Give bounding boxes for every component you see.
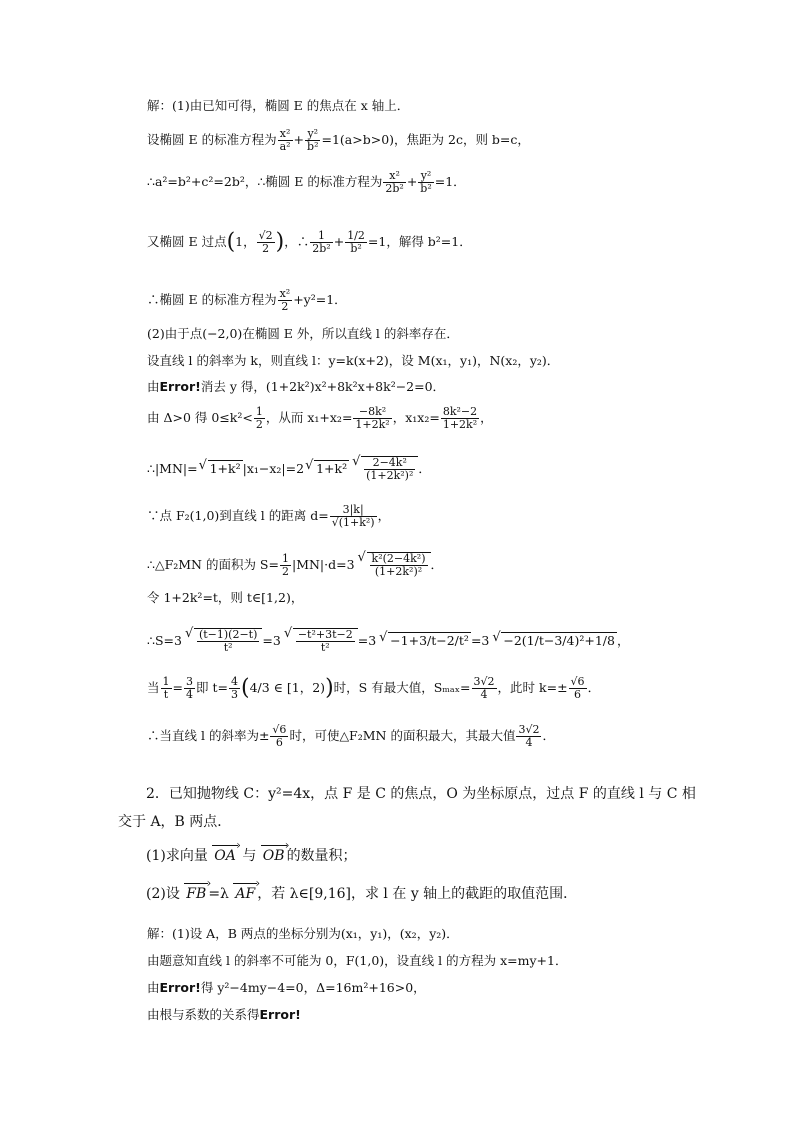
sol2-line-1: 解：(1)设 A，B 两点的坐标分别为(x₁，y₁)，(x₂，y₂)． xyxy=(147,926,459,941)
text: 又椭圆 E 过点 xyxy=(147,234,227,249)
text: ∴椭圆 E 的标准方程为 xyxy=(147,292,277,307)
text: 由 xyxy=(147,379,160,394)
text: ∴|MN|= xyxy=(147,461,198,476)
error-text: Error! xyxy=(159,980,201,995)
text: ． xyxy=(587,680,601,695)
text: =λ xyxy=(208,886,229,902)
paren: ) xyxy=(275,229,285,255)
sqrt xyxy=(194,628,262,654)
numerator: √6 xyxy=(570,675,585,688)
numerator: √ 2−4k² xyxy=(364,457,415,470)
text: (1)求向量 xyxy=(146,848,208,864)
denominator: √(1+k²) xyxy=(331,516,375,529)
vector: › OA xyxy=(212,848,238,864)
numerator: √2 xyxy=(258,229,273,242)
fraction xyxy=(257,230,275,255)
fraction xyxy=(370,553,428,578)
text: ． xyxy=(430,557,444,572)
numerator: y² xyxy=(305,128,320,141)
text: 由 Δ>0 得 0≤k²< xyxy=(147,410,253,425)
problem2-question-1 xyxy=(146,848,357,864)
denominator: 4 xyxy=(186,688,193,701)
problem2-question-2 xyxy=(146,886,577,902)
text: ∴当直线 l 的斜率为± xyxy=(147,728,270,743)
numerator: 1 xyxy=(281,552,289,565)
sol1-line-14 xyxy=(147,628,629,654)
numerator: 3 xyxy=(186,675,193,688)
denominator: 2b² xyxy=(312,242,331,255)
error-text: Error! xyxy=(259,1007,301,1022)
text: =1． xyxy=(434,174,466,189)
fraction xyxy=(161,676,172,701)
fraction xyxy=(516,724,541,749)
text: =3 xyxy=(357,633,377,648)
sol1-line-4: 又椭圆 E 过点(1， $\frac{√2}{2}$ )，∴ $\frac{1}{\text{2b²}}$ + $\frac{1/2}{\text{b²}}$ =1，解得 b²=1． xyxy=(147,229,472,255)
sol1-line-15 xyxy=(147,676,600,701)
text: 消去 y 得，(1+2k²)x²+8k²x+8k²−2=0． xyxy=(200,379,446,394)
sol1-line-2 xyxy=(147,128,530,153)
vector: › FB xyxy=(184,886,208,902)
numerator: x² xyxy=(279,287,291,300)
sol2-line-4 xyxy=(147,1007,301,1023)
text: 由根与系数的关系得 xyxy=(147,1007,260,1022)
sqrt xyxy=(367,552,431,578)
denominator: t² xyxy=(320,641,330,654)
sqrt: √ −2(1/t−3/4)²+1/8 xyxy=(501,632,617,649)
fraction xyxy=(296,629,355,654)
denominator: t xyxy=(163,688,169,701)
numerator: 3√2 xyxy=(518,723,540,736)
text: =1，解得 b²=1． xyxy=(367,234,472,249)
text: ∵点 F₂(1,0)到直线 l 的距离 d= xyxy=(147,508,329,523)
denominator: b² xyxy=(420,182,432,195)
fraction xyxy=(305,128,320,153)
text: ，x₁x₂= xyxy=(392,410,440,425)
denominator: t² xyxy=(223,641,233,654)
fraction xyxy=(330,504,377,529)
vector: › AF xyxy=(233,886,257,902)
fraction xyxy=(229,676,240,701)
sol1-line-9 xyxy=(147,406,493,431)
denominator: 6 xyxy=(574,688,582,701)
fraction xyxy=(197,629,259,654)
problem2-line-2: 交于 A，B 两点． xyxy=(118,814,232,830)
text: ， xyxy=(480,410,493,425)
fraction xyxy=(310,230,332,255)
fraction xyxy=(353,406,391,431)
text: 4/3 ∈ [1，2) xyxy=(249,680,326,695)
text: 时，可使△F₂MN 的面积最大，其最大值 xyxy=(289,728,516,743)
denominator: 2 xyxy=(262,242,270,255)
denominator: a² xyxy=(279,140,291,153)
text: 当 xyxy=(147,680,160,695)
denominator: 1+2k² xyxy=(442,418,478,431)
numerator: −8k² xyxy=(353,406,391,419)
fraction xyxy=(345,230,367,255)
numerator: √ (t−1)(2−t) xyxy=(198,628,258,641)
text: ． xyxy=(418,461,431,476)
fraction xyxy=(418,170,433,195)
text: (2)设 xyxy=(146,886,180,902)
text: ∴a²=b²+c²=2b²，∴椭圆 E 的标准方程为 xyxy=(147,174,383,189)
fraction xyxy=(278,128,293,153)
fraction xyxy=(383,170,405,195)
numerator: 1 xyxy=(310,230,332,243)
text: = xyxy=(172,680,183,695)
fraction xyxy=(184,676,195,701)
denominator: (1+2k²)² xyxy=(374,565,423,578)
text: 与 xyxy=(242,848,257,864)
paren: ) xyxy=(325,675,334,701)
fraction xyxy=(364,457,415,482)
denominator: 2 xyxy=(281,565,289,578)
text: ，若 λ∈[9,16]，求 l 在 y 轴上的截距的取值范围． xyxy=(257,886,578,902)
denominator: b² xyxy=(350,242,362,255)
denominator: 2 xyxy=(281,300,289,313)
sqrt xyxy=(361,456,418,482)
text: +y²=1． xyxy=(293,292,347,307)
sol2-line-2: 由题意知直线 l 的斜率不可能为 0，F(1,0)，设直线 l 的方程为 x=my+1． xyxy=(147,953,568,968)
denominator: 4 xyxy=(480,688,488,701)
text: =3 xyxy=(262,633,281,648)
fraction xyxy=(569,676,587,701)
text: 由 xyxy=(147,980,160,995)
denominator: 6 xyxy=(275,736,283,749)
text: |MN|·d=3 xyxy=(291,557,355,572)
text: 得 y²−4my−4=0，Δ=16m²+16>0， xyxy=(200,980,426,995)
numerator: 4 xyxy=(230,675,238,688)
sol1-line-16 xyxy=(147,724,555,749)
numerator: x² xyxy=(383,170,405,183)
numerator: 8k²−2 xyxy=(442,405,478,418)
numerator: √6 xyxy=(272,723,287,736)
vector: › OB xyxy=(261,848,287,864)
sol1-line-13: 令 1+2k²=t，则 t∈[1,2)， xyxy=(147,590,304,605)
denominator: (1+2k²)² xyxy=(366,469,414,482)
text: 即 t= xyxy=(196,680,228,695)
sqrt: √ 1+k² xyxy=(314,460,349,477)
sol1-line-11 xyxy=(147,504,390,529)
fraction xyxy=(270,724,288,749)
sol1-line-5 xyxy=(147,288,347,313)
sol1-line-10 xyxy=(147,456,431,482)
paren: ( xyxy=(226,229,236,255)
sol1-line-6: (2)由于点(−2,0)在椭圆 E 外，所以直线 l 的斜率存在． xyxy=(147,326,459,341)
sol1-line-1: 解：(1)由已知可得，椭圆 E 的焦点在 x 轴上． xyxy=(147,98,410,113)
denominator: 2 xyxy=(255,418,263,431)
text: 1， xyxy=(235,234,256,249)
fraction xyxy=(441,406,479,431)
sol2-line-3 xyxy=(147,980,426,996)
sol1-line-7: 设直线 l 的斜率为 k，则直线 l：y=k(x+2)，设 M(x₁，y₁)，N(x₂，y₂)． xyxy=(147,353,560,368)
denominator: 1+2k² xyxy=(355,418,390,431)
fraction xyxy=(472,676,497,701)
numerator: 1/2 xyxy=(347,229,365,242)
denominator: b² xyxy=(307,140,319,153)
text: ． xyxy=(542,728,555,743)
text: 设椭圆 E 的标准方程为 xyxy=(147,132,277,147)
fraction xyxy=(278,288,293,313)
sqrt: √ −1+3/t−2/t² xyxy=(388,632,471,649)
text: ∴△F₂MN 的面积为 S= xyxy=(147,557,279,572)
text: 时，S 有最大值，Sₘₐₓ= xyxy=(333,680,471,695)
numerator: √ −t²+3t−2 xyxy=(297,628,353,641)
sol1-line-12 xyxy=(147,552,443,578)
denominator: 4 xyxy=(525,736,533,749)
sol1-line-8 xyxy=(147,379,445,395)
sol1-line-3: ∴a²=b²+c²=2b²，∴椭圆 E 的标准方程为 $\frac{\text{x²}}{\text{2b²}}$ + $\frac{\text{y²}}{\text{b²}}$ =1． xyxy=(147,169,466,195)
paren: ( xyxy=(240,675,250,701)
numerator: x² xyxy=(278,128,293,141)
text: ，从而 x₁+x₂= xyxy=(265,410,353,425)
text: =3 xyxy=(470,633,490,648)
text: ， xyxy=(616,633,630,648)
numerator: 1 xyxy=(255,405,263,418)
numerator: √ k²(2−4k²) xyxy=(371,552,426,565)
text: ∴S=3 xyxy=(147,633,182,648)
sqrt: √ 1+k² xyxy=(208,460,243,477)
text: =1(a>b>0)，焦距为 2c，则 b=c， xyxy=(321,132,530,147)
text: 的数量积； xyxy=(286,848,357,864)
problem2-line-1: 2．已知抛物线 C：y²=4x，点 F 是 C 的焦点，O 为坐标原点，过点 F 的直线 l 与 C 相 xyxy=(146,786,696,802)
fraction xyxy=(280,553,291,578)
numerator: 3|k| xyxy=(330,504,377,517)
text: ，此时 k=± xyxy=(497,680,568,695)
numerator: 3√2 xyxy=(473,675,495,688)
text: |x₁−x₂|=2 xyxy=(242,461,305,476)
denominator: 3 xyxy=(230,688,238,701)
numerator: y² xyxy=(418,170,433,183)
denominator: 2b² xyxy=(385,182,404,195)
text: ， xyxy=(377,508,391,523)
numerator: 1 xyxy=(162,675,170,688)
text: ，∴ xyxy=(284,234,310,249)
text: + xyxy=(293,132,305,147)
error-text: Error! xyxy=(159,379,201,394)
fraction xyxy=(254,406,265,431)
sqrt xyxy=(293,628,358,654)
